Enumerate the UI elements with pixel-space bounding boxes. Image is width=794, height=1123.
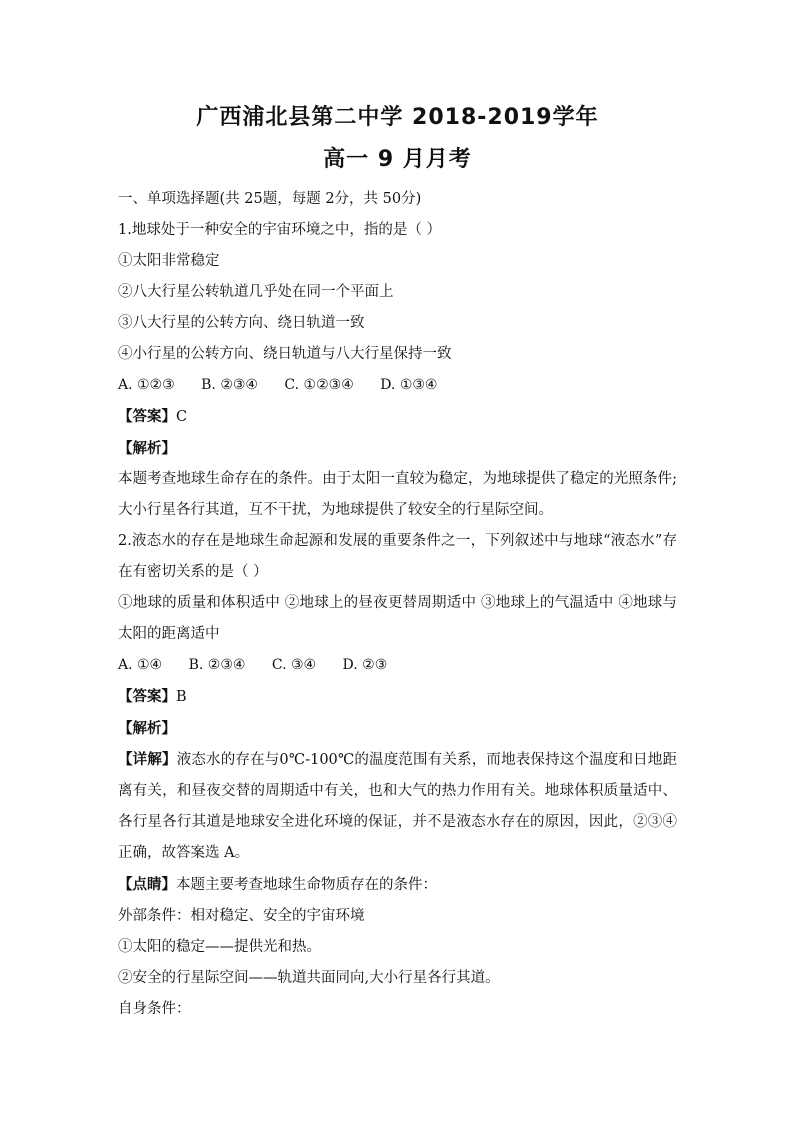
external-condition-item: ①太阳的稳定——提供光和热。	[118, 939, 321, 955]
option-a: A. ①④	[118, 657, 163, 673]
option-b: B. ②③④	[201, 377, 258, 393]
answer-label: 【答案】	[118, 408, 176, 425]
detail-text: 液态水的存在与0℃-100℃的温度范围有关系，而地表保持这个温度和日地距离有关，和昼夜交替的周期适中有关，也和大气的热力作用有关。地球体积质量适中、各行星各行其道是地球安全进化环境的保证，并不是液态水存在的原因，因此，②③④正确，故答案选 A。	[118, 752, 677, 861]
external-condition-item: ②安全的行星际空间——轨道共面同向,大小行星各行其道。	[118, 970, 500, 986]
question-2-point	[118, 869, 677, 901]
document-subtitle: 高一 9 月月考	[323, 147, 472, 172]
question-2-analysis-label: 【解析】	[118, 720, 176, 737]
point-text: 本题主要考查地球生命物质存在的条件：	[176, 877, 437, 893]
question-1-item: ①太阳非常稳定	[118, 253, 220, 269]
question-1-item: ③八大行星的公转方向、绕日轨道一致	[118, 315, 365, 331]
question-1-answer	[118, 401, 677, 433]
option-a: A. ①②③	[118, 377, 175, 393]
point-label: 【点睛】	[118, 876, 176, 893]
question-1-analysis-label: 【解析】	[118, 440, 176, 457]
answer-value: B	[176, 689, 187, 705]
option-c: C. ①②③④	[284, 377, 354, 393]
question-1-item: ④小行星的公转方向、绕日轨道与八大行星保持一致	[118, 346, 452, 362]
section-heading: 一、单项选择题(共 25题，每题 2分，共 50分)	[118, 191, 422, 207]
question-2-detail	[118, 744, 677, 869]
document-title: 广西浦北县第二中学 2018-2019学年	[196, 105, 599, 130]
question-1-options	[118, 370, 677, 401]
external-conditions-title: 外部条件：相对稳定、安全的宇宙环境	[118, 908, 365, 924]
question-2-answer	[118, 681, 677, 713]
question-1-analysis: 本题考查地球生命存在的条件。由于太阳一直较为稳定，为地球提供了稳定的光照条件;大小行星各行其道，互不干扰，为地球提供了较安全的行星际空间。	[118, 471, 677, 518]
option-c: C. ③④	[271, 657, 317, 673]
question-2-options	[118, 650, 677, 681]
self-conditions-title: 自身条件：	[118, 1001, 191, 1017]
option-d: D. ①③④	[380, 377, 438, 393]
question-2-items: ①地球的质量和体积适中 ②地球上的昼夜更替周期适中 ③地球上的气温适中 ④地球与太阳的距离适中	[118, 595, 677, 642]
option-d: D. ②③	[342, 657, 388, 673]
answer-label: 【答案】	[118, 688, 176, 705]
question-1-stem: 1.地球处于一种安全的宇宙环境之中，指的是（ ）	[118, 222, 441, 238]
question-2-stem: 2.液态水的存在是地球生命起源和发展的重要条件之一，下列叙述中与地球“液态水”存在有密切关系的是（ ）	[118, 533, 677, 580]
option-b: B. ②③④	[188, 657, 246, 673]
detail-label: 【详解】	[118, 751, 177, 768]
answer-value: C	[176, 409, 188, 425]
question-1-item: ②八大行星公转轨道几乎处在同一个平面上	[118, 284, 394, 300]
